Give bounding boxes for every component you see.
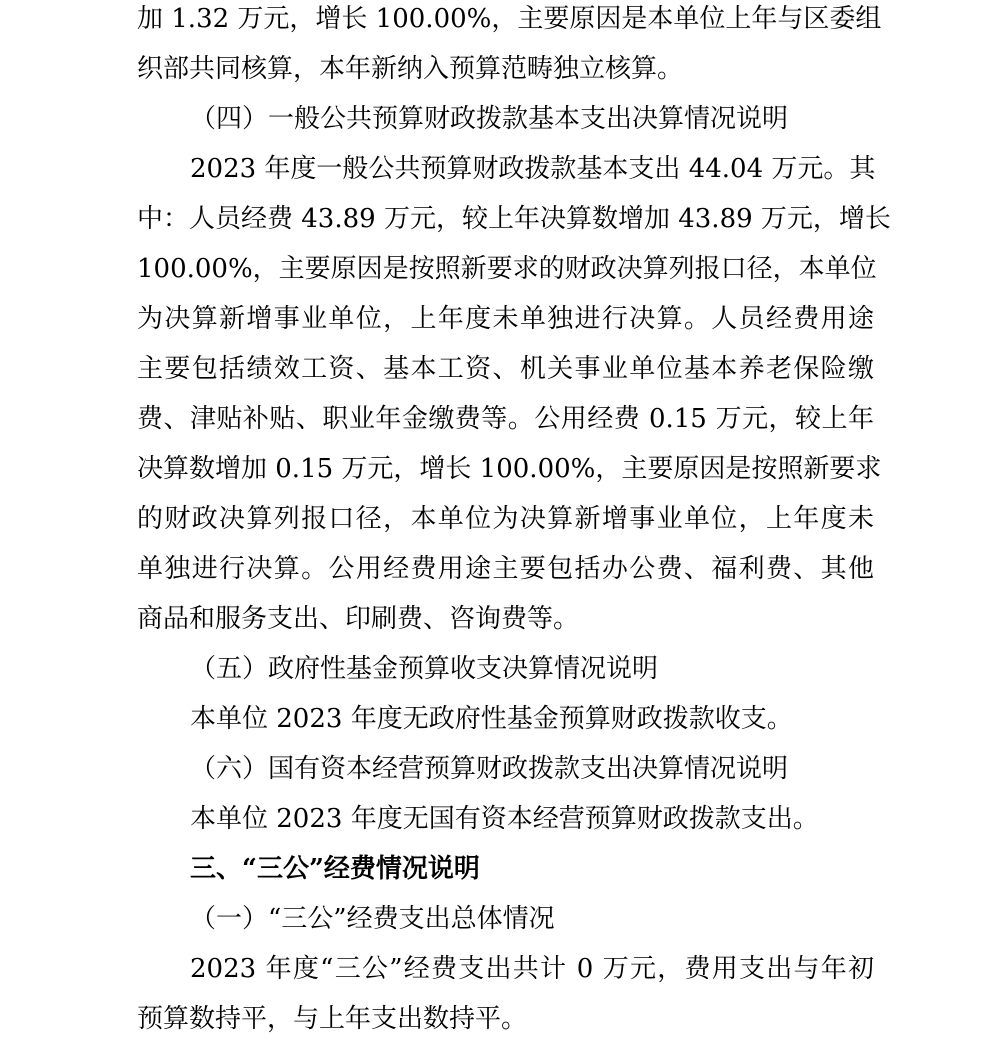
body-text-line: 的财政决算列报口径，本单位为决算新增事业单位，上年度未 bbox=[137, 504, 874, 534]
section-heading-4: （四）一般公共预算财政拨款基本支出决算情况说明 bbox=[190, 104, 789, 134]
section-heading-5: （五）政府性基金预算收支决算情况说明 bbox=[190, 654, 659, 684]
body-text-line: 预算数持平，与上年支出数持平。 bbox=[137, 1004, 528, 1034]
subsection-heading-1: （一）“三公”经费支出总体情况 bbox=[190, 904, 555, 934]
body-text-line: 织部共同核算，本年新纳入预算范畴独立核算。 bbox=[137, 54, 684, 84]
body-text-line: 本单位 2023 年度无国有资本经营预算财政拨款支出。 bbox=[190, 804, 819, 834]
body-text-line: 中：人员经费 43.89 万元，较上年决算数增加 43.89 万元，增长 bbox=[137, 204, 891, 234]
body-text-line: 主要包括绩效工资、基本工资、机关事业单位基本养老保险缴 bbox=[137, 354, 874, 384]
body-text-line: 为决算新增事业单位，上年度未单独进行决算。人员经费用途 bbox=[137, 304, 874, 334]
body-text-line: 100.00%，主要原因是按照新要求的财政决算列报口径，本单位 bbox=[137, 254, 877, 284]
body-text-line: 商品和服务支出、印刷费、咨询费等。 bbox=[137, 604, 580, 634]
body-text-line: 本单位 2023 年度无政府性基金预算财政拨款收支。 bbox=[190, 704, 793, 734]
body-text-line: 决算数增加 0.15 万元，增长 100.00%，主要原因是按照新要求 bbox=[137, 454, 882, 484]
body-text-line: 加 1.32 万元，增长 100.00%，主要原因是本单位上年与区委组 bbox=[137, 4, 882, 34]
body-text-line: 2023 年度一般公共预算财政拨款基本支出 44.04 万元。其 bbox=[190, 154, 876, 184]
section-heading-3: 三、“三公”经费情况说明 bbox=[190, 854, 480, 884]
body-text-line: 费、津贴补贴、职业年金缴费等。公用经费 0.15 万元，较上年 bbox=[137, 404, 874, 434]
section-heading-6: （六）国有资本经营预算财政拨款支出决算情况说明 bbox=[190, 754, 789, 784]
body-text-line: 单独进行决算。公用经费用途主要包括办公费、福利费、其他 bbox=[137, 554, 874, 584]
body-text-line: 2023 年度“三公”经费支出共计 0 万元，费用支出与年初 bbox=[190, 954, 874, 984]
